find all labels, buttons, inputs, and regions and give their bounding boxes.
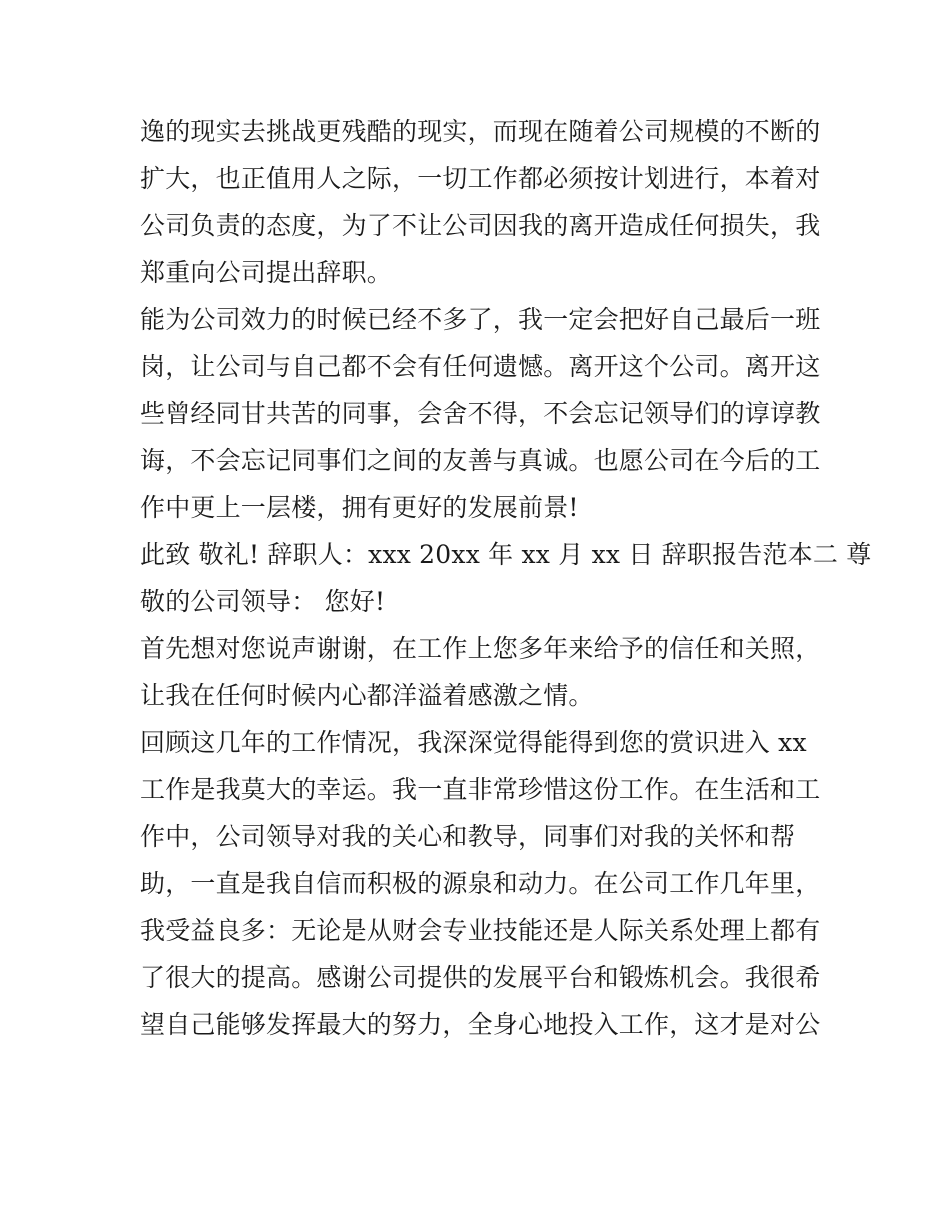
paragraph-5 bbox=[140, 719, 821, 1048]
text-line: 敬的公司领导： 您好! bbox=[140, 587, 386, 616]
document-body bbox=[140, 108, 872, 1048]
text-line: 助，一直是我自信而积极的源泉和动力。在公司工作几年里， bbox=[140, 869, 821, 898]
paragraph-1 bbox=[140, 108, 821, 296]
text-line: 此致 敬礼! 辞职人：xxx 20xx 年 xx 月 xx 日 辞职报告范本二 尊 bbox=[140, 540, 872, 569]
text-line: 逸的现实去挑战更残酷的现实，而现在随着公司规模的不断的 bbox=[140, 117, 821, 146]
text-line: 了很大的提高。感谢公司提供的发展平台和锻炼机会。我很希 bbox=[140, 963, 821, 992]
text-line: 扩大，也正值用人之际，一切工作都必须按计划进行，本着对 bbox=[140, 164, 821, 193]
paragraph-4 bbox=[140, 625, 821, 719]
text-line: 作中更上一层楼，拥有更好的发展前景! bbox=[140, 493, 579, 522]
text-line: 我受益良多：无论是从财会专业技能还是人际关系处理上都有 bbox=[140, 916, 821, 945]
text-line: 能为公司效力的时候已经不多了，我一定会把好自己最后一班 bbox=[140, 305, 821, 334]
text-line: 首先想对您说声谢谢，在工作上您多年来给予的信任和关照， bbox=[140, 634, 821, 663]
text-line: 工作是我莫大的幸运。我一直非常珍惜这份工作。在生活和工 bbox=[140, 775, 821, 804]
text-line: 让我在任何时候内心都洋溢着感激之情。 bbox=[140, 681, 594, 710]
text-line: 公司负责的态度，为了不让公司因我的离开造成任何损失，我 bbox=[140, 211, 821, 240]
text-line: 些曾经同甘共苦的同事，会舍不得，不会忘记领导们的谆谆教 bbox=[140, 399, 821, 428]
text-line: 郑重向公司提出辞职。 bbox=[140, 258, 393, 287]
text-line: 诲，不会忘记同事们之间的友善与真诚。也愿公司在今后的工 bbox=[140, 446, 821, 475]
text-line: 望自己能够发挥最大的努力，全身心地投入工作，这才是对公 bbox=[140, 1010, 821, 1039]
text-line: 岗，让公司与自己都不会有任何遗憾。离开这个公司。离开这 bbox=[140, 352, 821, 381]
paragraph-2 bbox=[140, 296, 821, 531]
paragraph-3 bbox=[140, 531, 872, 625]
text-line: 回顾这几年的工作情况，我深深觉得能得到您的赏识进入 xx bbox=[140, 728, 807, 757]
text-line: 作中，公司领导对我的关心和教导，同事们对我的关怀和帮 bbox=[140, 822, 796, 851]
